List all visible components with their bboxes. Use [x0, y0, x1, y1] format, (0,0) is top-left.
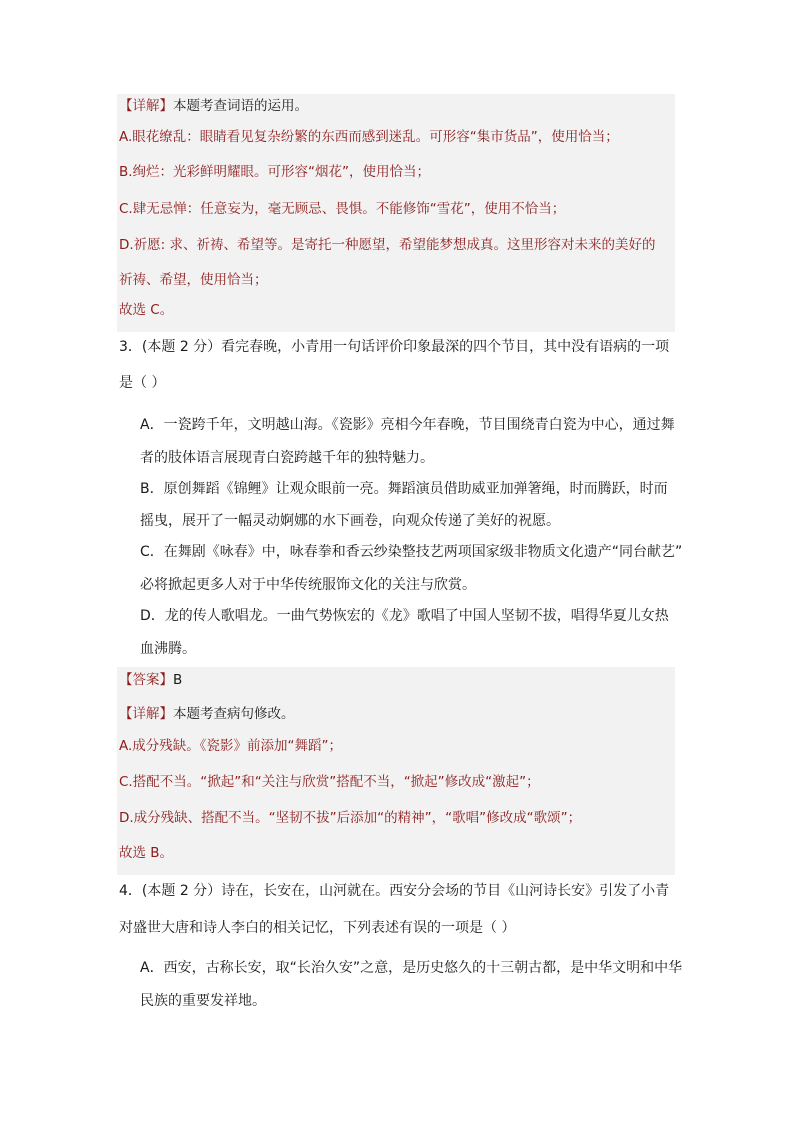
explanation-line: B.绚烂：光彩鲜明耀眼。可形容“烟花”，使用恰当； [119, 164, 431, 180]
detail-text: 本题考查词语的运用。 [173, 98, 308, 114]
option-a-cont: 民族的重要发祥地。 [140, 993, 266, 1009]
explanation-line: D.祈愿: 求、祈祷、希望等。是寄托一种愿望，希望能梦想成真。这里形容对未来的美好的 [119, 237, 656, 253]
detail-tag: 【详解】 [119, 706, 173, 722]
question-3-stem: 3．(本题 2 分）看完春晚，小青用一句话评价印象最深的四个节目，其中没有语病的一项 [119, 339, 670, 355]
explanation-line: D.成分残缺、搭配不当。“坚韧不拔”后添加“的精神”，“歌唱”修改成“歌颂”； [119, 810, 582, 826]
explanation-line: 祈祷、希望，使用恰当； [119, 272, 268, 288]
option-a: A．一瓷跨千年，文明越山海。《瓷影》亮相今年春晚，节目围绕青白瓷为中心，通过舞 [140, 417, 675, 433]
explanation-line: A.眼花缭乱：眼睛看见复杂纷繁的东西而感到迷乱。可形容“集市货品”，使用恰当； [119, 129, 619, 145]
option-c-cont: 必将掀起更多人对于中华传统服饰文化的关注与欣赏。 [140, 577, 476, 593]
option-c: C．在舞剧《咏春》中，咏春拳和香云纱染整技艺两项国家级非物质文化遗产“同台献艺” [140, 544, 683, 560]
question-4-stem-cont: 对盛世大唐和诗人李白的相关记忆，下列表述有误的一项是（ ） [119, 920, 516, 936]
option-b: B．原创舞蹈《锦鲤》让观众眼前一亮。舞蹈演员借助威亚加弹箸绳，时而腾跃，时而 [140, 481, 668, 497]
explanation-line: C.搭配不当。“掀起”和“关注与欣赏”搭配不当，“掀起”修改成“激起”； [119, 774, 540, 790]
detail-text: 本题考查病句修改。 [173, 706, 295, 722]
question-3-stem-cont: 是（ ） [119, 375, 166, 391]
conclusion-line: 故选 B。 [119, 845, 174, 861]
detail-line [119, 705, 295, 723]
explanation-line: C.肆无忌惮：任意妄为，毫无顾忌、畏惧。不能修饰“雪花”，使用不恰当； [119, 201, 566, 217]
conclusion-line: 故选 C。 [119, 302, 174, 318]
option-d-cont: 血沸腾。 [140, 641, 196, 657]
explanation-block-2 [117, 667, 675, 875]
option-d: D．龙的传人歌唱龙。一曲气势恢宏的《龙》歌唱了中国人坚韧不拔，唱得华夏儿女热 [140, 608, 669, 624]
answer-value: B [173, 672, 183, 688]
option-a-cont: 者的肢体语言展现青白瓷跨越千年的独特魅力。 [140, 450, 434, 466]
explanation-line: A.成分残缺。《瓷影》前添加“舞蹈”； [119, 738, 343, 754]
option-b-cont: 摇曳，展开了一幅灵动婀娜的水下画卷，向观众传递了美好的祝愿。 [140, 513, 560, 529]
option-a: A．西安，古称长安，取“长治久安”之意，是历史悠久的十三朝古都，是中华文明和中华 [140, 960, 683, 976]
detail-line [119, 97, 308, 115]
answer-tag: 【答案】 [119, 672, 173, 688]
answer-line [119, 671, 182, 689]
detail-tag: 【详解】 [119, 98, 173, 114]
question-4-stem: 4．(本题 2 分）诗在，长安在，山河就在。西安分会场的节目《山河诗长安》引发了小青 [119, 883, 670, 899]
